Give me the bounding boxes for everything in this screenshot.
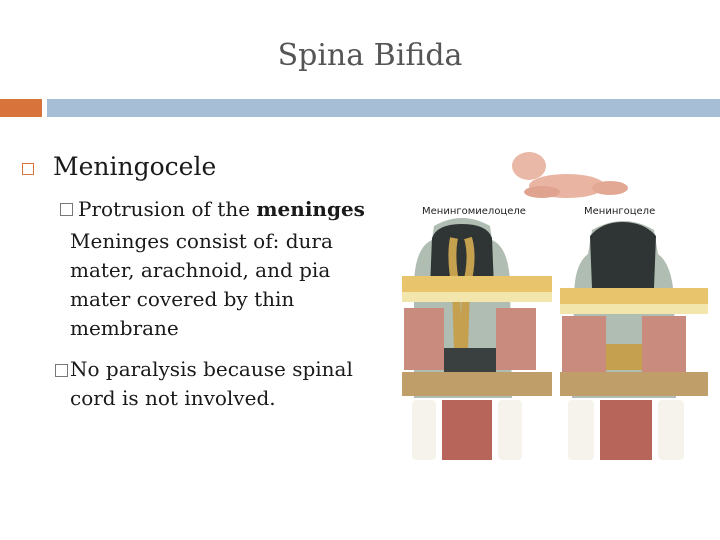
- square-bullet-icon: [22, 163, 34, 175]
- panel-meningocele: [560, 221, 708, 460]
- header-accent-bar-blue: [47, 99, 720, 117]
- square-bullet-icon: [55, 364, 68, 377]
- sub-bullet-no-paralysis: No paralysis because spinal cord is not involved.: [70, 357, 353, 410]
- slide-title: Spina Bifida: [277, 38, 463, 73]
- sub-bullet-protrusion-text: Protrusion of the: [78, 197, 257, 221]
- bullet-meningocele: Meningocele: [53, 152, 217, 181]
- header-accent-bar-orange: [0, 99, 42, 117]
- figure-label-meningocele: Менингоцеле: [584, 206, 656, 217]
- infant-figure: [512, 152, 628, 198]
- sub-bullet-protrusion: [78, 195, 365, 224]
- meningocele-illustration: [392, 148, 710, 480]
- meningocele-illustration-svg: [392, 148, 710, 480]
- square-bullet-icon: [60, 203, 73, 216]
- meninges-term: meninges: [256, 197, 365, 221]
- sub-bullet-meninges-definition: Meninges consist of: dura mater, arachnoid, and pia mater covered by thin membrane: [70, 229, 333, 340]
- figure-label-myelomeningocele: Менингомиелоцеле: [422, 206, 526, 217]
- panel-myelomeningocele: [402, 218, 552, 460]
